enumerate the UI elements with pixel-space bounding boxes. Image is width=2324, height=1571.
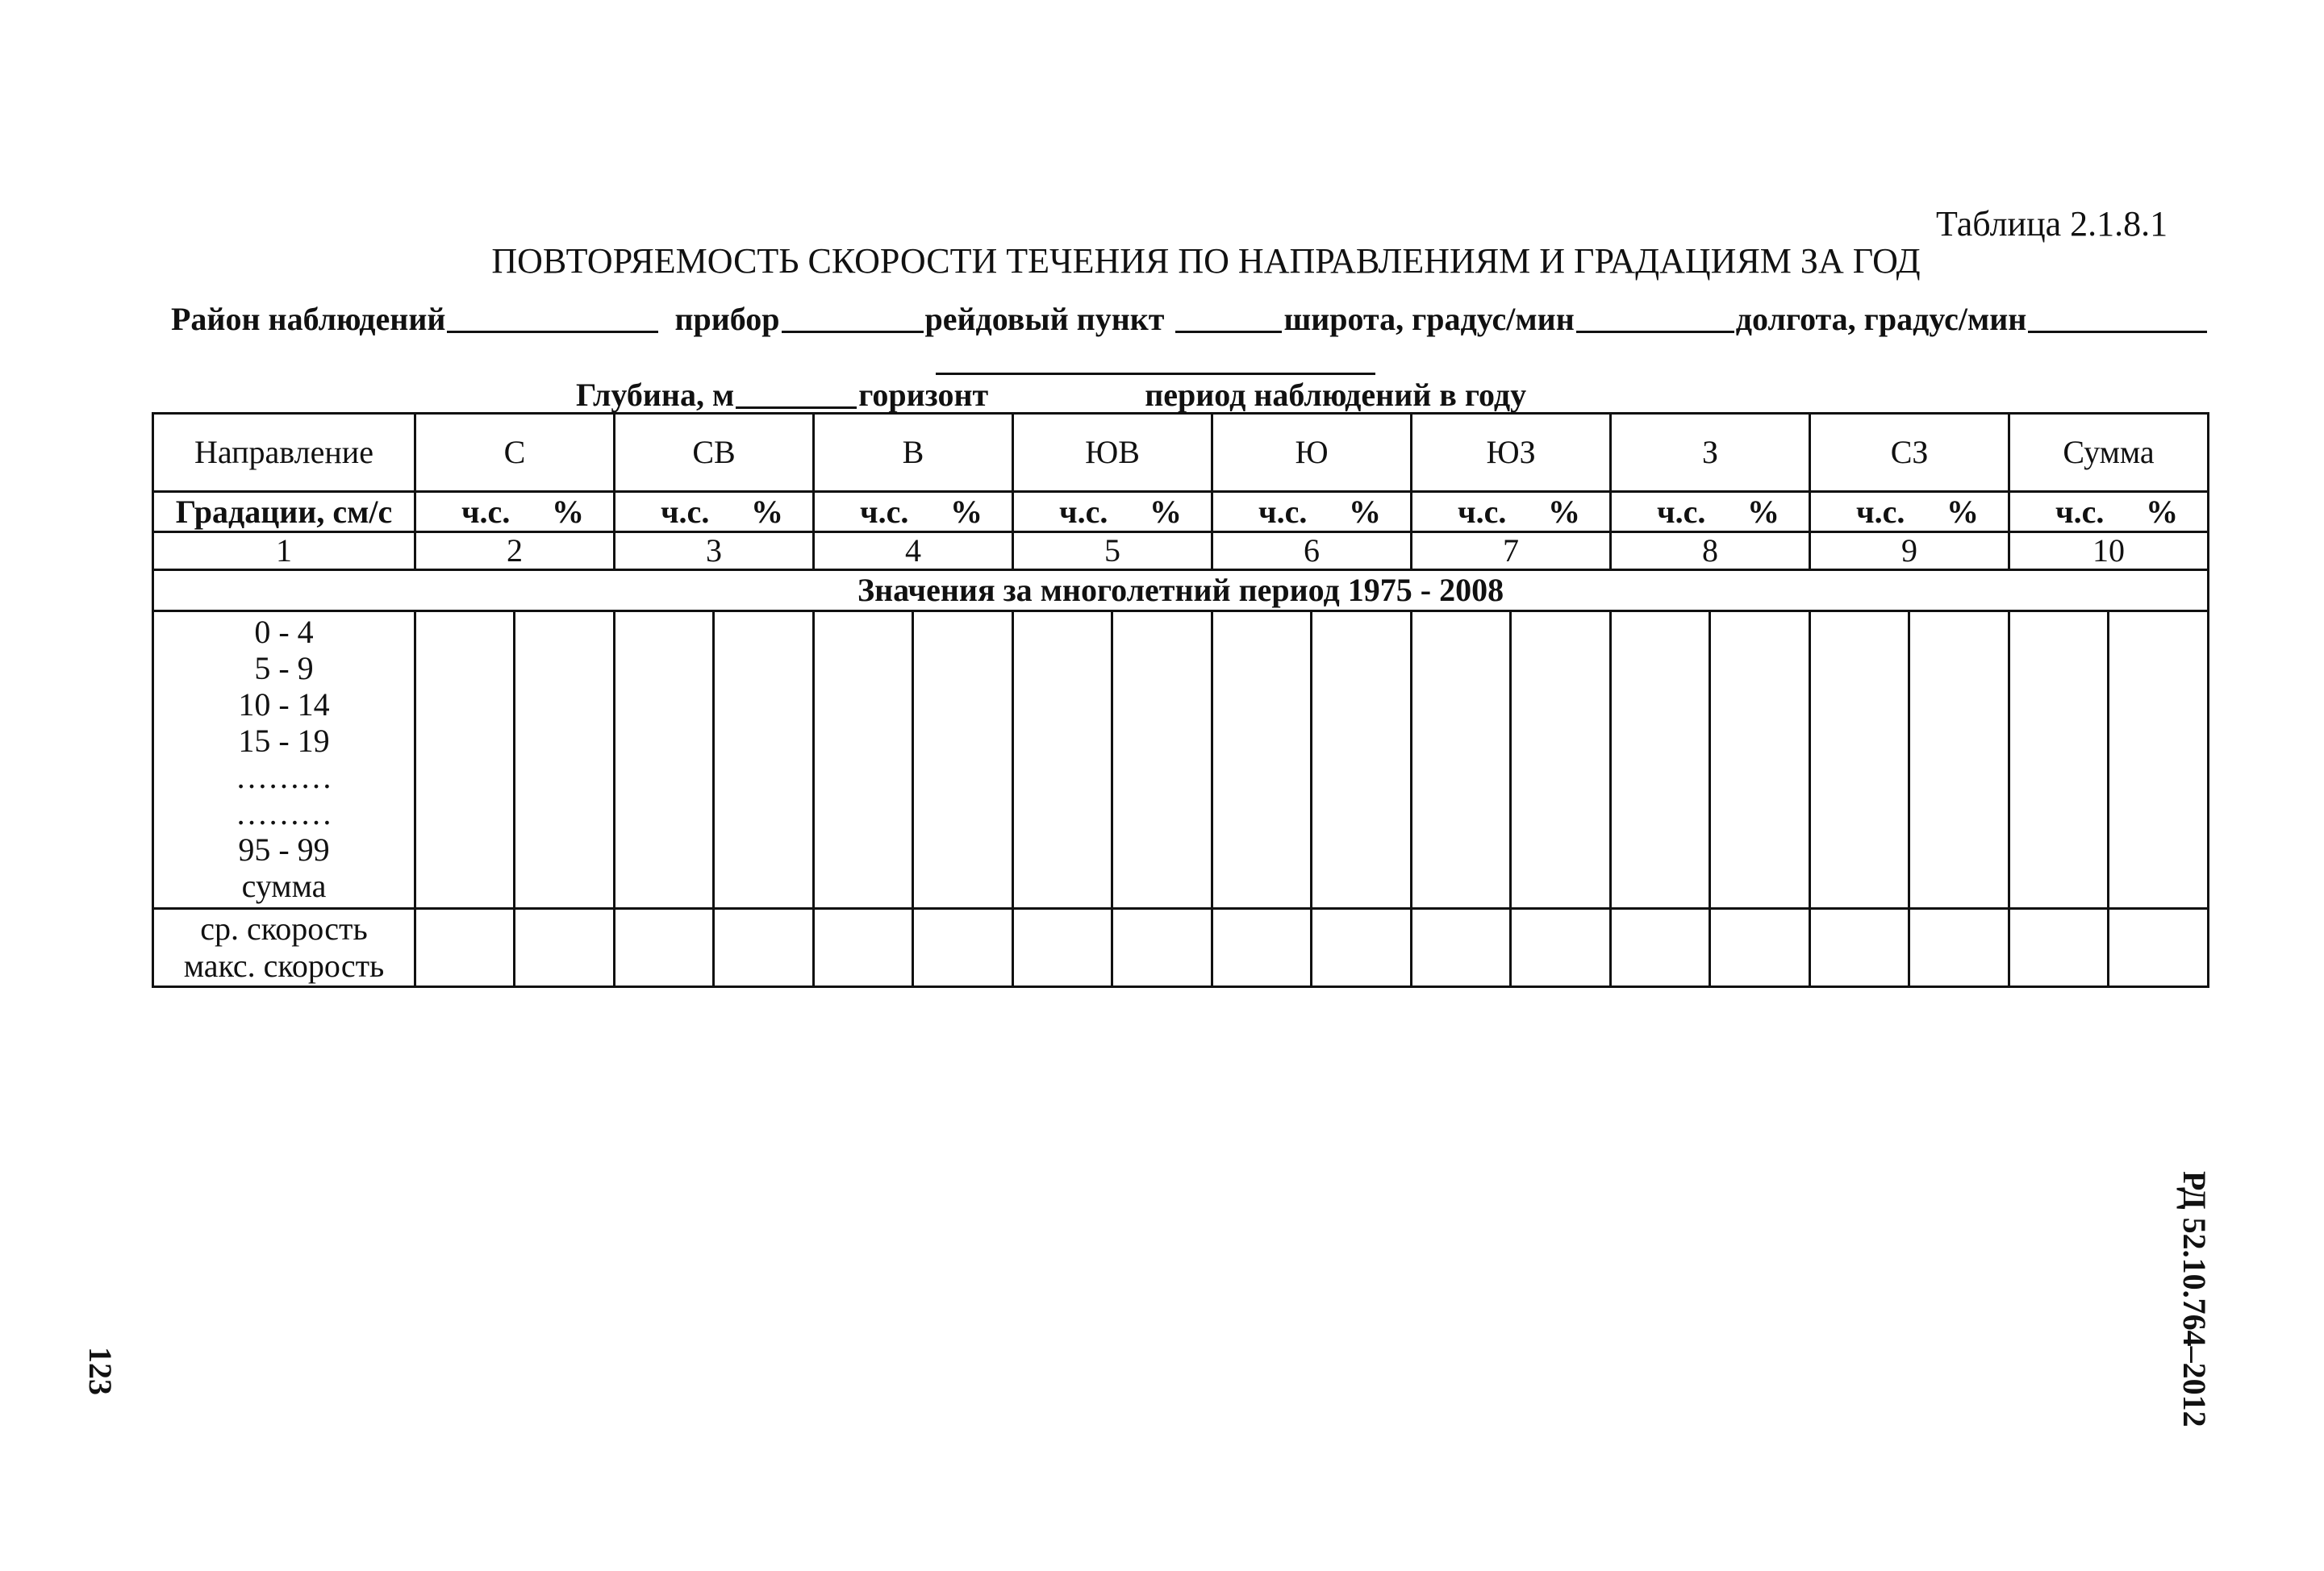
direction-s: Ю: [1212, 414, 1412, 492]
value-cell[interactable]: [1312, 611, 1412, 909]
unit-cell-w: [1611, 492, 1810, 532]
period-row: [153, 570, 2209, 611]
roadstead-label: рейдовый пункт: [924, 301, 1165, 337]
document-code: РД 52.10.764–2012: [2176, 1171, 2213, 1427]
unit-percent: %: [1548, 493, 1581, 530]
unit-count: ч.с.: [461, 493, 511, 530]
column-number: 8: [1611, 532, 1810, 570]
direction-sum: Сумма: [2009, 414, 2209, 492]
value-cell[interactable]: [515, 909, 615, 987]
unit-count: ч.с.: [1258, 493, 1308, 530]
gradation-item: ………: [236, 759, 332, 795]
unit-count: ч.с.: [661, 493, 710, 530]
speed-row: [153, 909, 2209, 987]
avg-speed-label: ср. скорость: [200, 911, 368, 947]
unit-percent: %: [1747, 493, 1780, 530]
gradation-item: ………: [236, 795, 332, 831]
page-number: 123: [82, 1347, 119, 1395]
depth-field[interactable]: [736, 406, 857, 409]
unit-cell-sum: [2009, 492, 2209, 532]
horizon-field[interactable]: [990, 406, 1143, 409]
direction-label: Направление: [153, 414, 415, 492]
column-number: 4: [814, 532, 1013, 570]
value-cell[interactable]: [814, 611, 913, 909]
value-cell[interactable]: [615, 611, 714, 909]
gradation-item: сумма: [241, 868, 327, 904]
value-cell[interactable]: [2109, 909, 2209, 987]
value-cell[interactable]: [1013, 909, 1112, 987]
value-cell[interactable]: [1909, 611, 2009, 909]
value-cell[interactable]: [1112, 611, 1212, 909]
direction-nw: СЗ: [1810, 414, 2009, 492]
latitude-field[interactable]: [1576, 331, 1734, 333]
longitude-label: долгота, градус/мин: [1735, 301, 2027, 337]
frequency-table: [152, 412, 2209, 988]
gradation-list-cell: [153, 611, 415, 909]
value-cell[interactable]: [2109, 611, 2209, 909]
value-cell[interactable]: [1710, 909, 1810, 987]
value-cell[interactable]: [2009, 611, 2109, 909]
gradation-list: [154, 612, 414, 909]
extra-blank-line[interactable]: [936, 373, 1375, 375]
roadstead-field[interactable]: [1175, 331, 1282, 333]
max-speed-label: макс. скорость: [183, 948, 385, 984]
table-label: Таблица 2.1.8.1: [1936, 204, 2168, 244]
value-cell[interactable]: [1412, 909, 1511, 987]
column-number: 9: [1810, 532, 2009, 570]
value-cell[interactable]: [2009, 909, 2109, 987]
direction-sw: ЮЗ: [1412, 414, 1611, 492]
page-title: ПОВТОРЯЕМОСТЬ СКОРОСТИ ТЕЧЕНИЯ ПО НАПРАВЛЕНИЯМ И ГРАДАЦИЯМ ЗА ГОД: [491, 241, 1921, 281]
gradations-label: Градации, см/с: [153, 492, 415, 532]
unit-cell-nw: [1810, 492, 2009, 532]
direction-header-row: [153, 414, 2209, 492]
value-cell[interactable]: [1511, 909, 1611, 987]
longitude-field[interactable]: [2028, 331, 2207, 333]
speed-list: [154, 911, 414, 985]
column-number: 7: [1412, 532, 1611, 570]
direction-w: З: [1611, 414, 1810, 492]
direction-e: В: [814, 414, 1013, 492]
form-line-location: [171, 300, 2209, 338]
value-cell[interactable]: [1810, 611, 1909, 909]
value-cell[interactable]: [1212, 909, 1312, 987]
latitude-label: широта, градус/мин: [1283, 301, 1575, 337]
direction-se: ЮВ: [1013, 414, 1212, 492]
value-cell[interactable]: [1810, 909, 1909, 987]
value-cell[interactable]: [1312, 909, 1412, 987]
value-cell[interactable]: [1611, 611, 1710, 909]
value-cell[interactable]: [1511, 611, 1611, 909]
column-number: 10: [2009, 532, 2209, 570]
unit-count: ч.с.: [2055, 493, 2105, 530]
unit-count: ч.с.: [1856, 493, 1905, 530]
unit-percent: %: [1149, 493, 1183, 530]
column-number: 2: [415, 532, 615, 570]
unit-cell-s: [1212, 492, 1412, 532]
unit-percent: %: [552, 493, 584, 530]
column-number: 1: [153, 532, 415, 570]
value-cell[interactable]: [714, 909, 814, 987]
column-number: 3: [615, 532, 814, 570]
value-cell[interactable]: [1710, 611, 1810, 909]
value-cell[interactable]: [1212, 611, 1312, 909]
value-cell[interactable]: [1611, 909, 1710, 987]
column-number-row: [153, 532, 2209, 570]
direction-n: С: [415, 414, 615, 492]
area-field[interactable]: [447, 331, 658, 333]
device-field[interactable]: [782, 331, 924, 333]
value-cell[interactable]: [913, 611, 1013, 909]
direction-ne: СВ: [615, 414, 814, 492]
unit-count: ч.с.: [1458, 493, 1507, 530]
value-cell[interactable]: [714, 611, 814, 909]
unit-cell-n: [415, 492, 615, 532]
unit-percent: %: [950, 493, 983, 530]
unit-count: ч.с.: [1059, 493, 1108, 530]
area-label: Район наблюдений: [171, 301, 446, 337]
value-cell[interactable]: [615, 909, 714, 987]
speed-label-cell: [153, 909, 415, 987]
value-cell[interactable]: [515, 611, 615, 909]
unit-cell-sw: [1412, 492, 1611, 532]
value-cell[interactable]: [1412, 611, 1511, 909]
period-label: период наблюдений в году: [1145, 377, 1527, 413]
unit-percent: %: [1946, 493, 1980, 530]
value-cell[interactable]: [415, 611, 515, 909]
form-line-depth: [576, 376, 1526, 414]
unit-percent: %: [751, 493, 784, 530]
value-cell[interactable]: [1013, 611, 1112, 909]
device-label: прибор: [674, 301, 780, 337]
gradation-values-row: [153, 611, 2209, 909]
gradation-item: 10 - 14: [238, 686, 330, 723]
value-cell[interactable]: [415, 909, 515, 987]
gradation-item: 0 - 4: [254, 614, 314, 650]
gradation-header-row: [153, 492, 2209, 532]
value-cell[interactable]: [1909, 909, 2009, 987]
unit-cell-ne: [615, 492, 814, 532]
unit-cell-e: [814, 492, 1013, 532]
value-cell[interactable]: [913, 909, 1013, 987]
column-number: 6: [1212, 532, 1412, 570]
unit-cell-se: [1013, 492, 1212, 532]
value-cell[interactable]: [814, 909, 913, 987]
gradation-item: 5 - 9: [254, 650, 314, 686]
period-label: Значения за многолетний период 1975 - 2008: [153, 570, 2209, 611]
column-number: 5: [1013, 532, 1212, 570]
horizon-label: горизонт: [858, 377, 989, 413]
unit-count: ч.с.: [1657, 493, 1706, 530]
depth-label: Глубина, м: [576, 377, 735, 413]
gradation-item: 95 - 99: [238, 831, 330, 868]
unit-percent: %: [1349, 493, 1382, 530]
value-cell[interactable]: [1112, 909, 1212, 987]
unit-percent: %: [2146, 493, 2179, 530]
unit-count: ч.с.: [860, 493, 909, 530]
gradation-item: 15 - 19: [238, 723, 330, 759]
